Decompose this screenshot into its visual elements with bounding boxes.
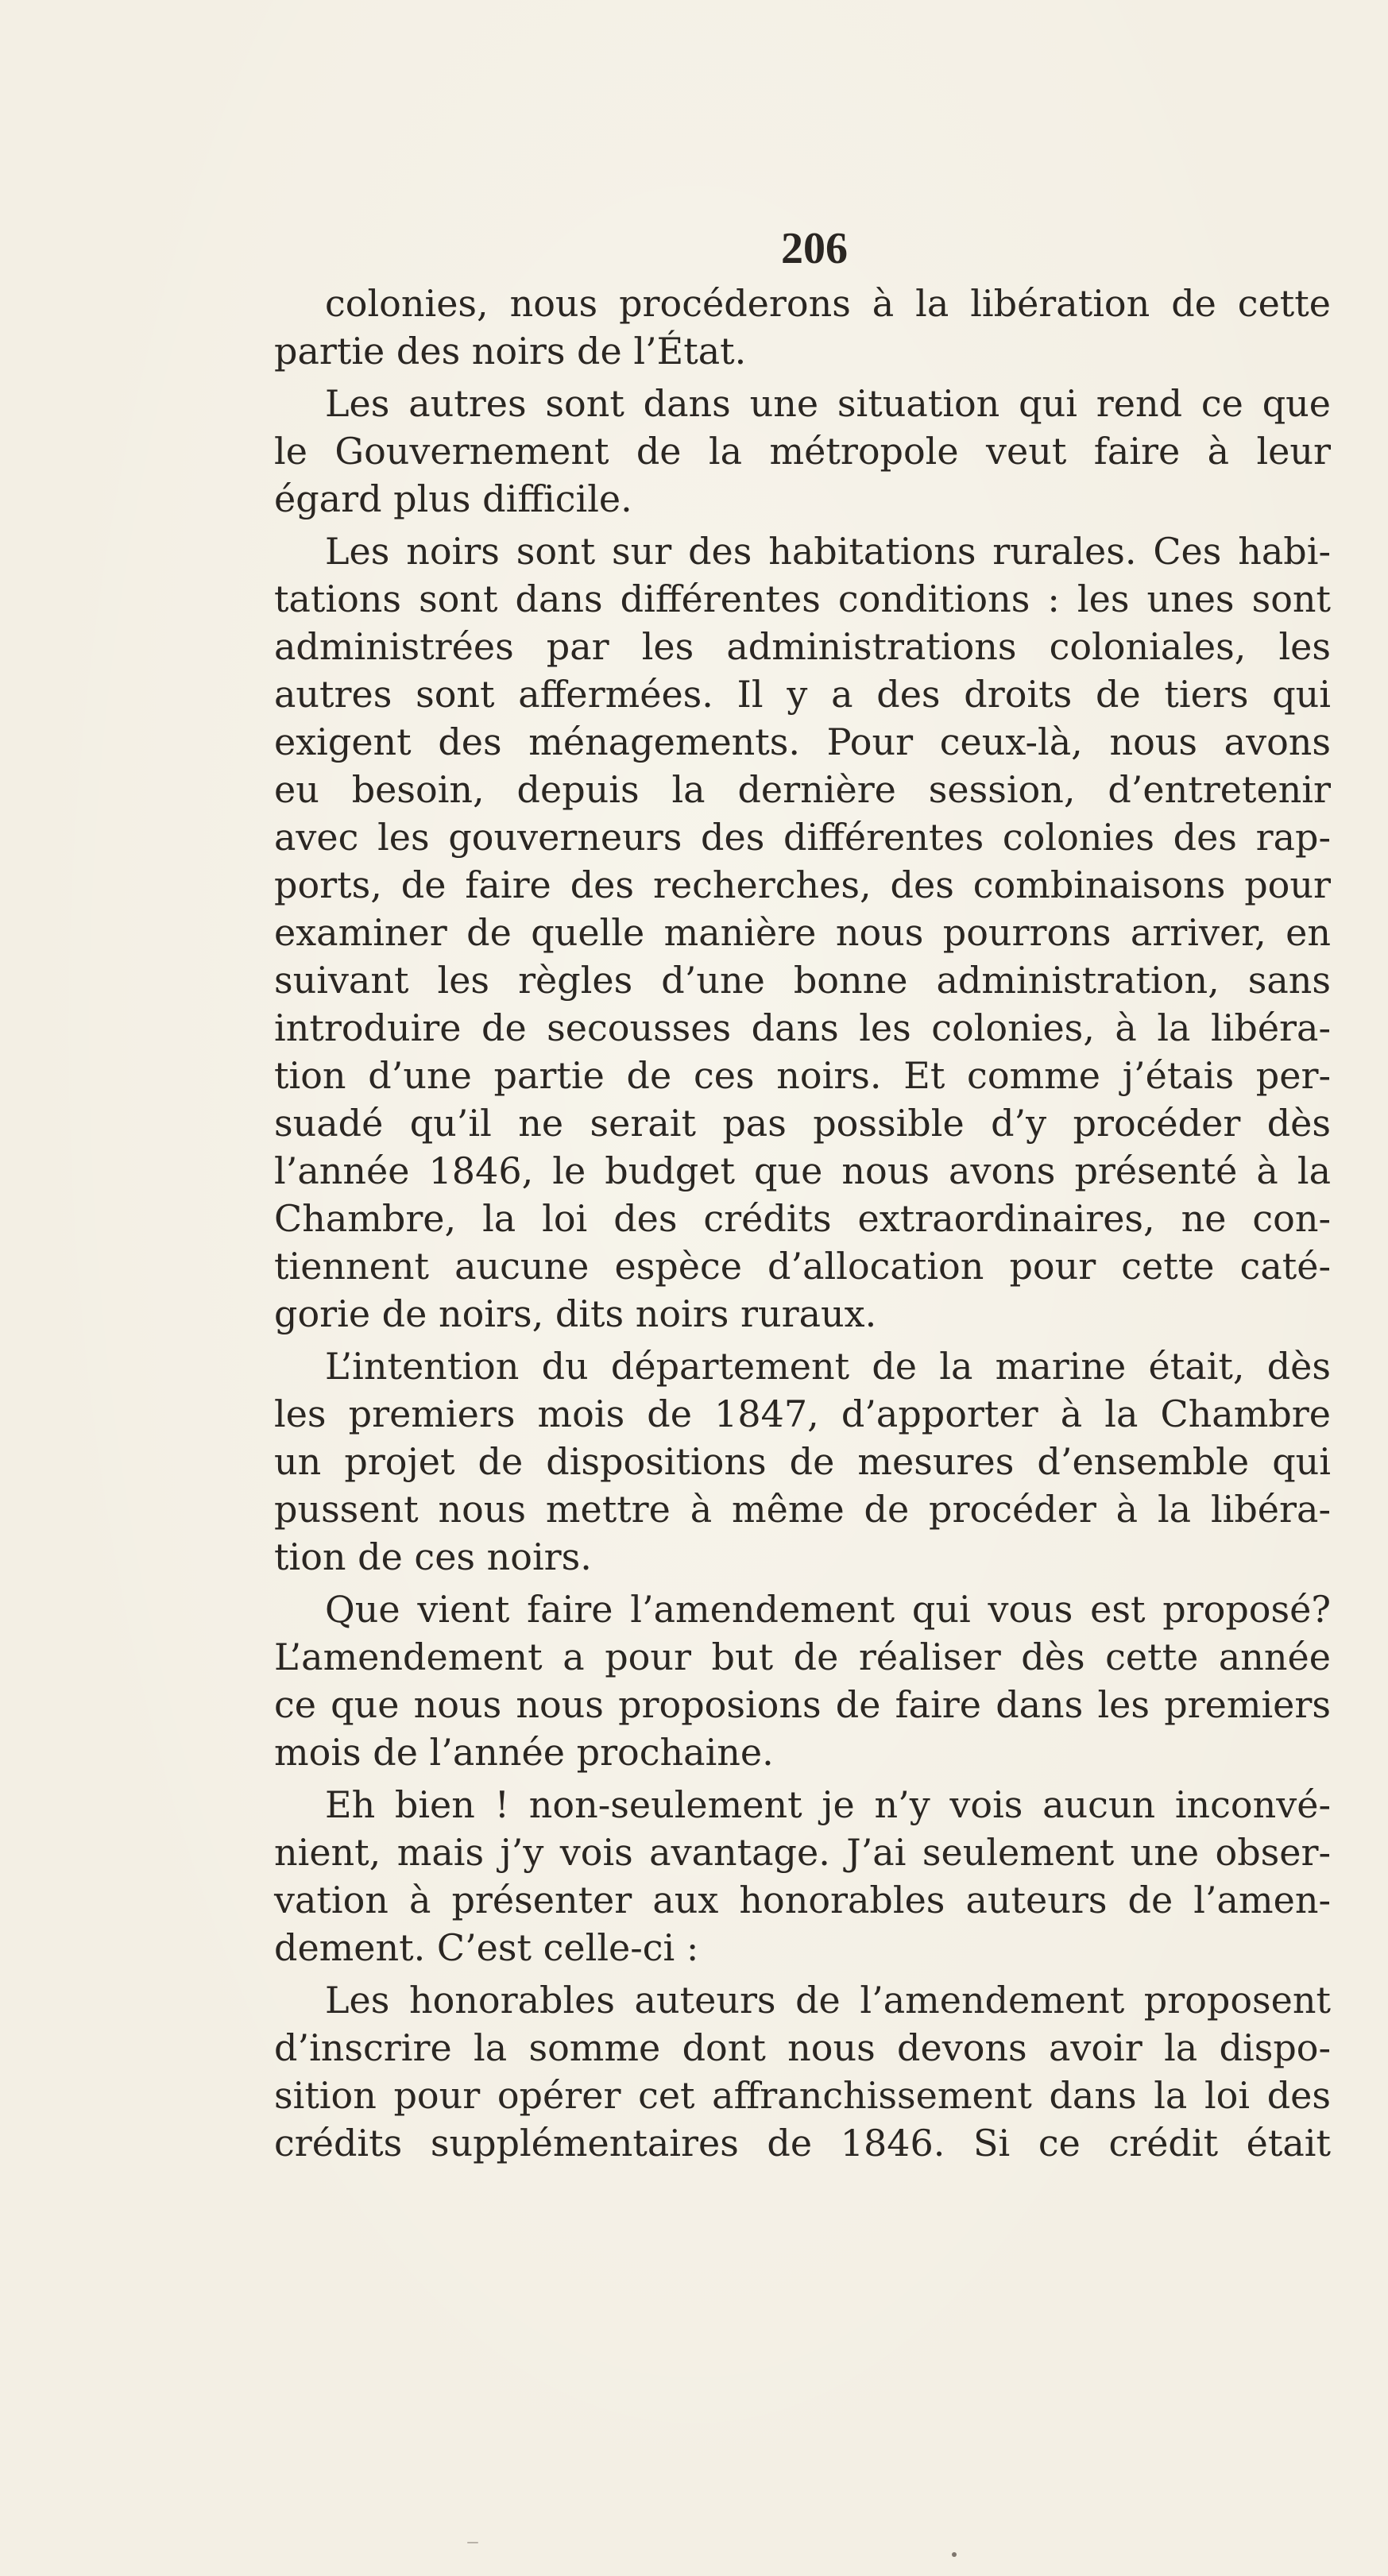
print-speck [467, 2542, 478, 2543]
text-line: Que vient faire l’amendement qui vous est proposé? [325, 1588, 1331, 1631]
text-line: égard plus difficile. [274, 477, 632, 520]
text-line: introduire de secousses dans les colonies, à la libéra- [274, 1006, 1331, 1049]
paragraph [274, 380, 1331, 523]
text-line: L’amendement a pour but de réaliser dès cette année [274, 1636, 1331, 1678]
text-line: Eh bien ! non-seulement je n’y vois aucun inconvé- [325, 1783, 1331, 1826]
text-line: Chambre, la loi des crédits extraordinaires, ne con- [274, 1197, 1331, 1240]
text-line: colonies, nous procéderons à la libération de cette [325, 282, 1331, 325]
paragraph [274, 527, 1331, 1338]
paragraph [274, 1976, 1331, 2167]
text-line: ports, de faire des recherches, des combinaisons pour [274, 863, 1331, 906]
text-line: sition pour opérer cet affranchissement dans la loi des [274, 2074, 1331, 2117]
text-line: eu besoin, depuis la dernière session, d’entretenir [274, 768, 1331, 811]
text-line: Les honorables auteurs de l’amendement proposent [325, 1979, 1331, 2022]
text-line: l’année 1846, le budget que nous avons présenté à la [274, 1149, 1331, 1192]
text-line: pussent nous mettre à même de procéder à la libéra- [274, 1488, 1331, 1531]
text-line: un projet de dispositions de mesures d’ensemble qui [274, 1440, 1331, 1483]
text-line: vation à présenter aux honorables auteurs de l’amen- [274, 1879, 1331, 1921]
text-line: suadé qu’il ne serait pas possible d’y procéder dès [274, 1102, 1331, 1145]
text-line: exigent des ménagements. Pour ceux-là, nous avons [274, 720, 1331, 763]
text-line: Les autres sont dans une situation qui rend ce que [325, 382, 1331, 425]
text-line: gorie de noirs, dits noirs ruraux. [274, 1292, 877, 1335]
text-line: examiner de quelle manière nous pourrons arriver, en [274, 911, 1331, 954]
page-number: 206 [781, 224, 848, 273]
text-line: L’intention du département de la marine était, dès [325, 1345, 1331, 1388]
text-line: nient, mais j’y vois avantage. J’ai seulement une obser- [274, 1831, 1331, 1874]
text-line: d’inscrire la somme dont nous devons avoir la dispo- [274, 2026, 1331, 2069]
text-line: tiennent aucune espèce d’allocation pour cette caté- [274, 1245, 1331, 1288]
text-block [274, 221, 1331, 2172]
text-line: mois de l’année prochaine. [274, 1731, 774, 1774]
print-speck [952, 2552, 957, 2557]
text-line: tion d’une partie de ces noirs. Et comme j’étais per- [274, 1054, 1331, 1097]
body-text [274, 280, 1331, 2167]
paragraph [274, 1585, 1331, 1776]
paragraph [274, 1781, 1331, 1972]
text-line: tion de ces noirs. [274, 1535, 592, 1578]
text-line: autres sont affermées. Il y a des droits de tiers qui [274, 673, 1331, 716]
text-line: tations sont dans différentes conditions : les unes sont [274, 577, 1331, 620]
text-line: suivant les règles d’une bonne administration, sans [274, 959, 1331, 1002]
text-line: les premiers mois de 1847, d’apporter à la Chambre [274, 1392, 1331, 1435]
text-line: partie des noirs de l’État. [274, 330, 747, 373]
text-line: Les noirs sont sur des habitations rurales. Ces habi- [325, 530, 1331, 573]
text-line: crédits supplémentaires de 1846. Si ce crédit était [274, 2122, 1331, 2165]
paragraph [274, 280, 1331, 375]
text-line: ce que nous nous proposions de faire dans les premiers [274, 1683, 1331, 1726]
text-line: le Gouvernement de la métropole veut faire à leur [274, 430, 1331, 473]
paragraph [274, 1342, 1331, 1581]
text-line: dement. C’est celle-ci : [274, 1926, 699, 1969]
text-line: administrées par les administrations coloniales, les [274, 625, 1331, 668]
text-line: avec les gouverneurs des différentes colonies des rap- [274, 816, 1331, 859]
